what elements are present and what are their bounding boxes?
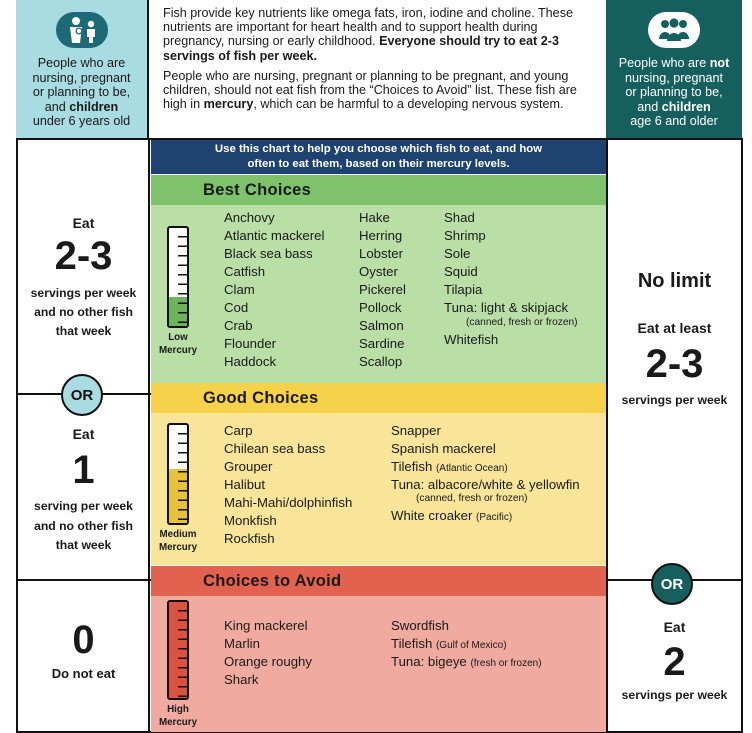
fish-list-item: Squid bbox=[444, 264, 478, 279]
left-best-text: servings per week and no other fish that week bbox=[30, 286, 137, 338]
right-no-limit: No limit bbox=[637, 270, 712, 292]
fish-list-item: Pollock bbox=[359, 300, 402, 315]
avoid-fish-tuna: Tuna: bigeye (fresh or frozen) bbox=[391, 654, 542, 669]
group-of-people-icon bbox=[648, 12, 700, 48]
medium-mercury-label: Medium Mercury bbox=[158, 529, 198, 553]
intro-paragraph-2: People who are nursing, pregnant or planning to be pregnant, and young children, should not eat fish from the “Choices to Avoid” list. These fish are high in mercury, which can be harmful to a developing nervous system. bbox=[163, 68, 577, 112]
good-fish-tuna: Tuna: albacore/white & yellowfin bbox=[391, 477, 580, 492]
fish-list-item: Black sea bass bbox=[224, 246, 313, 261]
low-mercury-label: Low Mercury bbox=[158, 332, 198, 356]
fish-list-item: Scallop bbox=[359, 354, 403, 369]
fish-list-item: Mahi-Mahi/dolphinfish bbox=[224, 495, 353, 510]
parent-with-baby-icon bbox=[56, 12, 108, 48]
high-mercury-thermometer-icon bbox=[167, 600, 189, 700]
best-fish-whitefish: Whitefish bbox=[444, 332, 499, 347]
right-avoid-amount: 2 bbox=[663, 640, 686, 684]
good-fish-column-1 bbox=[224, 422, 352, 548]
fish-list-item: Crab bbox=[224, 318, 253, 333]
avoid-fish-swordfish: Swordfish bbox=[391, 618, 449, 633]
intro-paragraph-1: Fish provide key nutrients like omega fats, iron, iodine and choline. These nutrients are important for heart health and to support health during pregnancy, nursing or early childhood. Everyone should try to eat 2-3 servings of fish per week. bbox=[163, 6, 573, 63]
best-fish-column-3 bbox=[444, 209, 568, 317]
fish-list-item: Salmon bbox=[359, 318, 404, 333]
left-avoid-text: Do not eat bbox=[51, 666, 116, 681]
fish-list-item: Spanish mackerel bbox=[391, 441, 496, 456]
right-or-badge: OR bbox=[651, 563, 693, 605]
low-mercury-thermometer-icon bbox=[167, 226, 189, 328]
fish-list-item: Hake bbox=[359, 210, 390, 225]
avoid-fish-column-1 bbox=[224, 617, 312, 689]
fish-list-item: Carp bbox=[224, 423, 253, 438]
left-good-text: serving per week and no other fish that week bbox=[34, 499, 133, 552]
fish-list-item: Halibut bbox=[224, 477, 266, 492]
fish-list-item: Pickerel bbox=[359, 282, 406, 297]
right-servings: servings per week bbox=[621, 393, 728, 407]
right-audience-text: People who are not nursing, pregnant or planning to be, and children age 6 and older bbox=[618, 56, 730, 129]
left-best-amount: 2-3 bbox=[54, 234, 113, 278]
fish-list-item: Anchovy bbox=[224, 210, 275, 225]
fish-list-item: Shark bbox=[224, 672, 259, 687]
fish-list-item: Tuna: light & skipjack bbox=[444, 300, 569, 315]
fish-list-item: Sole bbox=[444, 246, 471, 261]
good-choices-title: Good Choices bbox=[151, 383, 606, 413]
fish-list-item: Chilean sea bass bbox=[224, 441, 326, 456]
fish-list-item: Shad bbox=[444, 210, 475, 225]
fish-list-item: Marlin bbox=[224, 636, 260, 651]
fish-list-item: Sardine bbox=[359, 336, 405, 351]
left-avoid-amount: 0 bbox=[72, 618, 95, 662]
avoid-fish-tilefish: Tilefish (Gulf of Mexico) bbox=[391, 636, 507, 651]
audience-right-header bbox=[606, 0, 742, 138]
right-avoid-eat: Eat bbox=[663, 619, 686, 635]
best-fish-column-2 bbox=[359, 209, 406, 371]
fish-list-item: Haddock bbox=[224, 354, 277, 369]
best-choices-title: Best Choices bbox=[151, 175, 606, 205]
fish-list-item: Cod bbox=[224, 300, 249, 315]
right-avoid-servings: servings per week bbox=[621, 688, 728, 702]
fish-list-item: Catfish bbox=[224, 264, 266, 279]
left-audience-text: People who are nursing, pregnant or planning to be, and children under 6 years old bbox=[32, 56, 131, 129]
left-best-eat: Eat bbox=[72, 215, 95, 231]
medium-mercury-thermometer-icon bbox=[167, 423, 189, 525]
divider bbox=[16, 579, 151, 581]
fish-list-item: Grouper bbox=[224, 459, 273, 474]
fish-list-item: Flounder bbox=[224, 336, 277, 351]
fish-list-item: Rockfish bbox=[224, 531, 275, 546]
good-fish-croaker: White croaker (Pacific) bbox=[391, 508, 513, 523]
fish-list-item: Clam bbox=[224, 282, 255, 297]
fish-list-item: Monkfish bbox=[224, 513, 277, 528]
left-good-amount: 1 bbox=[72, 448, 95, 492]
right-amount: 2-3 bbox=[645, 342, 704, 386]
fish-list-item: King mackerel bbox=[224, 618, 308, 633]
avoid-choices-title: Choices to Avoid bbox=[151, 566, 606, 596]
good-fish-tilefish: Tilefish (Atlantic Ocean) bbox=[391, 459, 508, 474]
best-tuna-note: (canned, fresh or frozen) bbox=[466, 317, 578, 328]
fish-list-item: Tilapia bbox=[444, 282, 483, 297]
left-or-badge: OR bbox=[61, 374, 103, 416]
instruction-bar: Use this chart to help you choose which fish to eat, and how often to eat them, based on their mercury levels. bbox=[151, 140, 606, 174]
high-mercury-label: High Mercury bbox=[158, 704, 198, 728]
fish-list-item: Oyster bbox=[359, 264, 398, 279]
fish-list-item: Orange roughy bbox=[224, 654, 312, 669]
fish-list-item: Herring bbox=[359, 228, 403, 243]
fish-list-item: Shrimp bbox=[444, 228, 486, 243]
intro-paragraphs bbox=[150, 0, 606, 138]
best-fish-column-1 bbox=[224, 209, 324, 371]
good-fish-column-2 bbox=[391, 422, 496, 458]
fish-list-item: Lobster bbox=[359, 246, 403, 261]
fish-list-item: Atlantic mackerel bbox=[224, 228, 325, 243]
good-tuna-note: (canned, fresh or frozen) bbox=[416, 493, 528, 504]
fish-list-item: Snapper bbox=[391, 423, 441, 438]
audience-left-header bbox=[16, 0, 149, 138]
right-eat-at-least: Eat at least bbox=[637, 320, 712, 336]
left-good-eat: Eat bbox=[72, 426, 95, 442]
